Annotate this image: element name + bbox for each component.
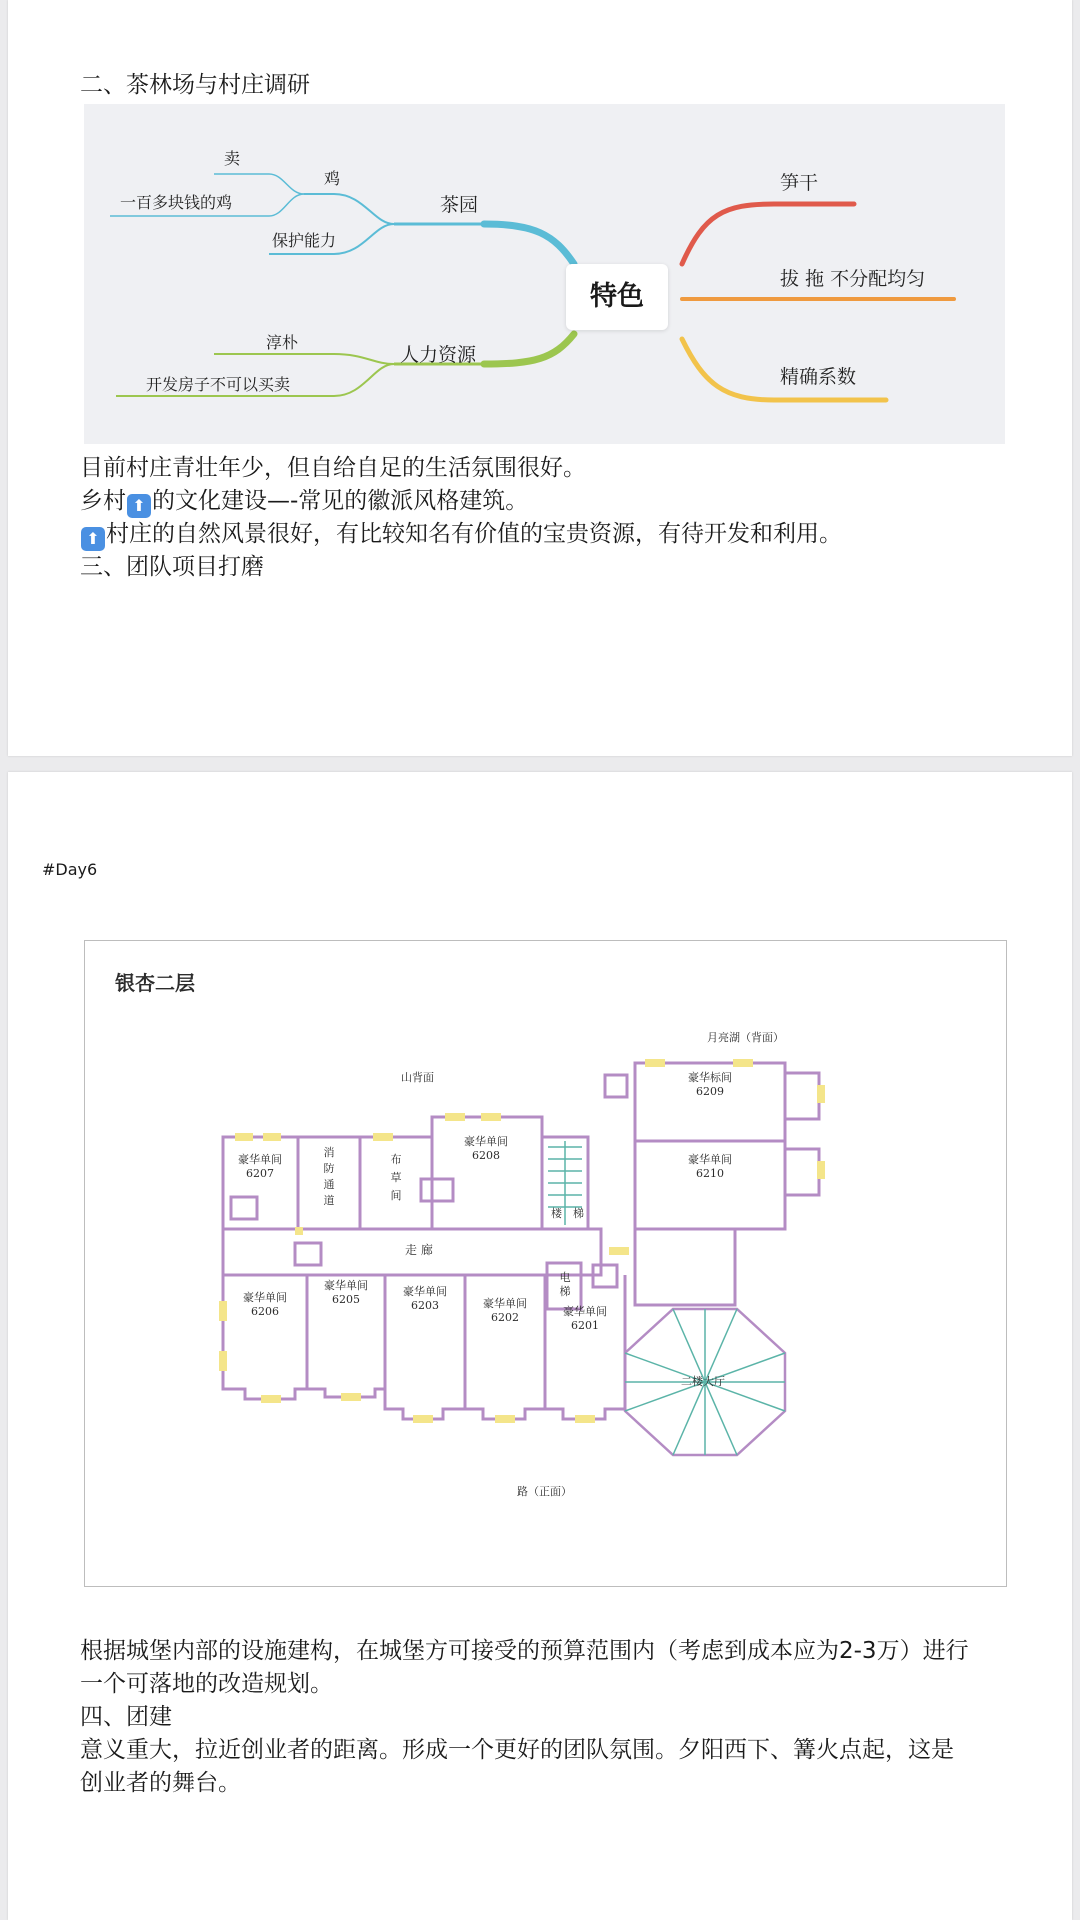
floor-plan xyxy=(84,940,1007,1587)
mindmap-node-house: 开发房子不可以买卖 xyxy=(146,375,291,394)
section-heading-2: 二、茶林场与村庄调研 xyxy=(80,72,310,98)
paragraph-scenery-text: 村庄的自然风景很好，有比较知名有价值的宝贵资源，有待开发和利用。 xyxy=(106,521,842,547)
paragraph-plan-1: 根据城堡内部的设施建构，在城堡方可接受的预算范围内（考虑到成本应为2-3万）进行 xyxy=(80,1638,969,1664)
label-elevator: 电 梯 xyxy=(559,1271,571,1298)
branch-bamboo xyxy=(682,204,854,264)
paragraph-scenery xyxy=(80,518,842,551)
up-arrow-icon: ⬆ xyxy=(127,494,151,518)
mindmap-node-chicken: 鸡 xyxy=(324,169,341,188)
room-6210: 豪华单间 6210 xyxy=(688,1153,732,1180)
room-6207: 豪华单间 6207 xyxy=(238,1153,282,1180)
room-6205: 豪华单间 6205 xyxy=(324,1279,368,1306)
mindmap-node-protection: 保护能力 xyxy=(272,231,337,250)
mindmap-node-chicken-price: 一百多块钱的鸡 xyxy=(120,193,233,212)
branch-tea-garden xyxy=(484,224,574,264)
document-page-1 xyxy=(8,0,1072,756)
mindmap-node-distribution: 拔 拖 不分配均匀 xyxy=(780,268,926,290)
paragraph-team-1: 意义重大，拉近创业者的距离。形成一个更好的团队氛围。夕阳西下、篝火点起，这是 xyxy=(80,1737,954,1763)
branch-human-resources xyxy=(484,334,574,364)
label-stairs-2: 梯 xyxy=(573,1207,584,1220)
room-6202: 豪华单间 6202 xyxy=(483,1297,527,1324)
paragraph-culture-prefix: 乡村 xyxy=(80,488,126,514)
paragraph-culture-suffix: 的文化建设—-常见的徽派风格建筑。 xyxy=(152,488,529,514)
mindmap xyxy=(84,104,1005,444)
day-tag: #Day6 xyxy=(42,860,98,879)
paragraph-village: 目前村庄青壮年少，但自给自足的生活氛围很好。 xyxy=(80,455,586,481)
paragraph-team-2: 创业者的舞台。 xyxy=(80,1770,241,1796)
mindmap-node-bamboo: 笋干 xyxy=(780,172,819,194)
mindmap-node-tea-garden: 茶园 xyxy=(440,194,479,216)
section-heading-3: 三、团队项目打磨 xyxy=(80,554,264,580)
up-arrow-icon: ⬆ xyxy=(81,527,105,551)
room-6206: 豪华单间 6206 xyxy=(243,1291,287,1318)
room-6209: 豪华标间 6209 xyxy=(688,1071,732,1098)
mindmap-center: 特色 xyxy=(566,264,668,330)
label-cloth-room: 布 草 间 xyxy=(390,1153,402,1202)
label-fire-passage: 消 防 通 道 xyxy=(323,1146,335,1207)
mindmap-node-coefficient: 精确系数 xyxy=(780,366,857,388)
mindmap-node-simple: 淳朴 xyxy=(266,333,299,352)
label-north-lake: 月亮湖（背面） xyxy=(707,1031,784,1044)
label-road-front: 路（正面） xyxy=(517,1485,572,1498)
document-page-2 xyxy=(8,772,1072,1920)
section-heading-4: 四、团建 xyxy=(80,1704,172,1730)
floor-plan-drawing xyxy=(85,941,1006,1586)
mindmap-node-human-resources: 人力资源 xyxy=(400,344,477,366)
paragraph-plan-2: 一个可落地的改造规划。 xyxy=(80,1671,333,1697)
paragraph-culture xyxy=(80,485,528,518)
label-mountain-back: 山背面 xyxy=(401,1071,434,1084)
label-hall: 二楼大厅 xyxy=(681,1375,725,1388)
room-6203: 豪华单间 6203 xyxy=(403,1285,447,1312)
label-stairs-1: 楼 xyxy=(551,1207,562,1220)
label-corridor: 走 廊 xyxy=(405,1243,433,1257)
room-6201: 豪华单间 6201 xyxy=(563,1305,607,1332)
floor-plan-title: 银杏二层 xyxy=(115,971,195,995)
room-6208: 豪华单间 6208 xyxy=(464,1135,508,1162)
mindmap-node-sell: 卖 xyxy=(224,149,241,168)
